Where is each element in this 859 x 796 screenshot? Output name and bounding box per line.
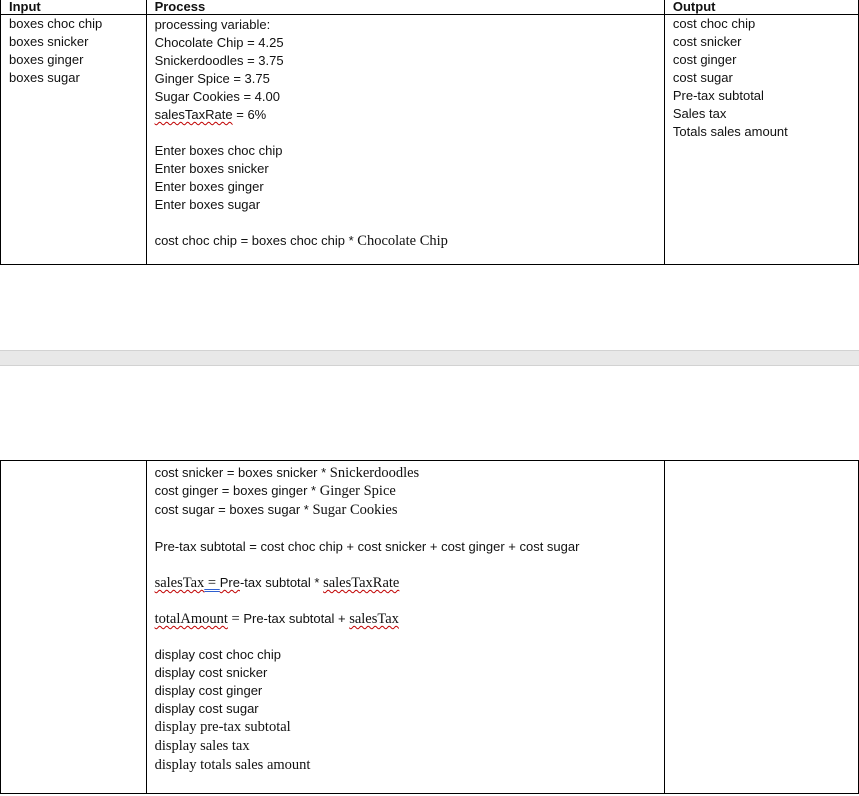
salestax-eq: = (204, 575, 220, 591)
calc-left: cost ginger = boxes ginger * (154, 483, 320, 498)
header-input: Input (1, 0, 147, 15)
blank-line (155, 124, 664, 142)
total-tax: salesTax (349, 611, 399, 627)
salestax-name: salesTax (154, 575, 205, 591)
tax-rate-value: = 6% (232, 107, 267, 122)
process-enter: Enter boxes snicker (154, 161, 269, 176)
process-enter: Enter boxes sugar (154, 197, 261, 212)
ipo-table-page1 (0, 0, 859, 265)
header-row (1, 0, 859, 15)
process-cell (146, 15, 664, 265)
header-process: Process (146, 0, 664, 15)
process-calc (155, 482, 664, 501)
output-item: Pre-tax subtotal (672, 88, 764, 103)
process-display: display cost snicker (154, 665, 268, 680)
process-calc (155, 232, 664, 250)
calc-right: Sugar Cookies (312, 502, 398, 518)
process-vars-title: processing variable: (154, 17, 271, 32)
output-item: Sales tax (672, 106, 727, 121)
tax-rate-name: salesTaxRate (154, 107, 233, 122)
calc-left: cost snicker = boxes snicker * (154, 465, 330, 480)
calc-right: Chocolate Chip (357, 233, 448, 249)
header-output: Output (664, 0, 858, 15)
blank-line (155, 520, 664, 538)
calc-right: Snickerdoodles (329, 465, 420, 481)
process-var: Ginger Spice = 3.75 (154, 71, 270, 86)
process-calc (155, 464, 664, 482)
output-item: cost snicker (672, 34, 742, 49)
ipo-table-page2 (0, 460, 859, 794)
input-item: boxes sugar (9, 70, 80, 85)
process-var: Sugar Cookies = 4.00 (154, 89, 280, 104)
output-item: Totals sales amount (672, 124, 788, 139)
process-display: display pre-tax subtotal (154, 719, 291, 735)
process-calc (155, 501, 664, 520)
calc-left: cost sugar = boxes sugar * (154, 502, 313, 517)
salestax-rate: salesTaxRate (323, 575, 400, 591)
input-item: boxes ginger (9, 52, 84, 67)
total-eq: = (227, 611, 244, 627)
output-cell (664, 461, 858, 794)
process-enter: Enter boxes choc chip (154, 143, 283, 158)
process-salestax (155, 574, 664, 592)
input-cell (1, 15, 147, 265)
total-name: totalAmount (154, 611, 228, 627)
process-subtotal: Pre-tax subtotal = cost choc chip + cost snicker + cost ginger + cost sugar (154, 539, 580, 554)
input-item: boxes choc chip (9, 16, 103, 31)
salestax-pre: Pre (219, 575, 240, 590)
input-cell (1, 461, 147, 794)
process-total (155, 610, 664, 628)
process-display: display cost sugar (154, 701, 259, 716)
blank-line (155, 592, 664, 610)
blank-line (155, 628, 664, 646)
output-item: cost sugar (672, 70, 733, 85)
blank-line (155, 556, 664, 574)
process-display: display cost ginger (154, 683, 263, 698)
total-mid: Pre-tax subtotal + (243, 611, 350, 626)
calc-right: Ginger Spice (319, 483, 396, 499)
process-cell (146, 461, 664, 794)
output-item: cost ginger (672, 52, 737, 67)
content-row (1, 15, 859, 265)
process-tax-rate (155, 106, 664, 124)
process-enter: Enter boxes ginger (154, 179, 264, 194)
output-item: cost choc chip (672, 16, 756, 31)
calc-left: cost choc chip = boxes choc chip * (154, 233, 358, 248)
process-var: Chocolate Chip = 4.25 (154, 35, 284, 50)
process-display: display totals sales amount (154, 757, 311, 773)
salestax-mid: -tax subtotal * (239, 575, 324, 590)
content-row (1, 461, 859, 794)
blank-line (155, 214, 664, 232)
process-display: display sales tax (154, 738, 250, 754)
input-item: boxes snicker (9, 34, 89, 49)
output-cell (664, 15, 858, 265)
process-display: display cost choc chip (154, 647, 282, 662)
process-var: Snickerdoodles = 3.75 (154, 53, 284, 68)
page-break (0, 350, 859, 366)
